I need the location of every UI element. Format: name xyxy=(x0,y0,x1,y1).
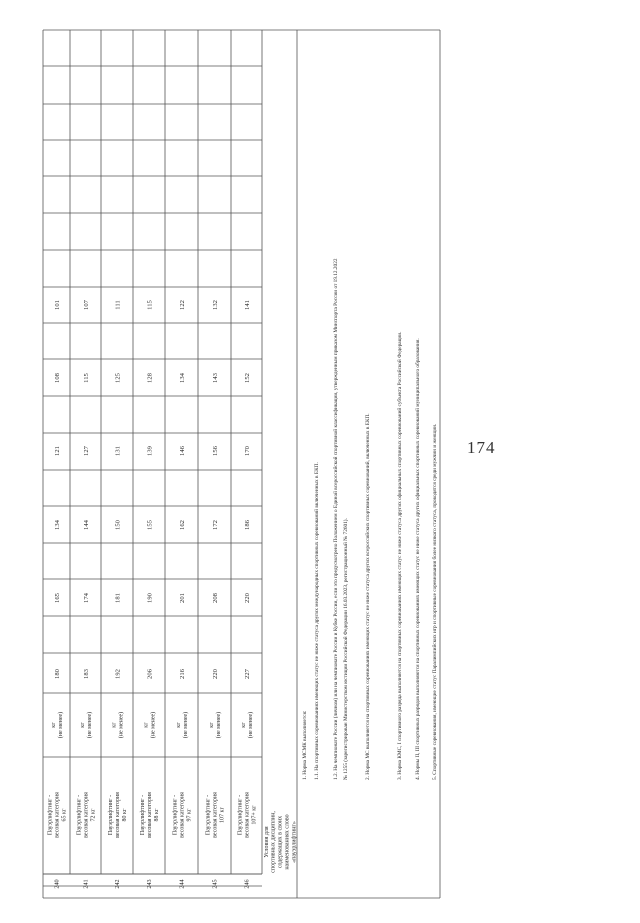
norm-value: 172 xyxy=(211,520,219,530)
norm-value: 181 xyxy=(114,593,122,603)
norm-value: 227 xyxy=(243,669,251,679)
norm-value: 144 xyxy=(82,520,90,530)
norm-value: 139 xyxy=(146,446,154,456)
norm-value: 121 xyxy=(53,446,61,456)
unit-label: кг(не менее) xyxy=(80,711,94,739)
norm-value: 134 xyxy=(53,520,61,530)
norm-value: 170 xyxy=(243,446,251,456)
norm-value: 115 xyxy=(82,373,90,383)
norm-value: 128 xyxy=(146,373,154,383)
discipline-name: Пауэрлифтинг -весовая категория97 кг xyxy=(172,792,193,838)
note-line: 1.2. На чемпионате России (личном) или на чемпионате России и Кубке России, если это предусмотрено Положением о Единой всероссийской спортивной классификации, утвержденным приказом Минспорта России от 19.12.2022 xyxy=(332,258,339,780)
norm-value: 186 xyxy=(243,520,251,530)
norm-value: 156 xyxy=(211,446,219,456)
row-number: 240 xyxy=(53,879,61,889)
norm-value: 206 xyxy=(146,669,154,679)
norm-value: 152 xyxy=(243,373,251,383)
discipline-name: Пауэрлифтинг -весовая категория107 кг xyxy=(205,792,226,838)
row-number: 244 xyxy=(178,879,186,889)
norm-value: 150 xyxy=(114,520,122,530)
discipline-name: Пауэрлифтинг -весовая категория88 кг xyxy=(140,792,160,838)
norm-value: 132 xyxy=(211,300,219,310)
unit-label: кг(не менее) xyxy=(111,711,125,739)
row-number: 245 xyxy=(211,879,219,889)
row-number: 246 xyxy=(243,879,251,889)
unit-label: кг(не менее) xyxy=(241,711,255,739)
norm-value: 146 xyxy=(178,446,186,456)
norm-value: 131 xyxy=(114,446,122,456)
norm-value: 115 xyxy=(146,300,154,310)
unit-label: кг(не менее) xyxy=(51,711,65,739)
unit-label: кг(не менее) xyxy=(143,711,157,739)
discipline-name: Пауэрлифтинг -весовая категория65 кг xyxy=(47,792,68,838)
norm-value: 220 xyxy=(211,669,219,679)
norm-value: 201 xyxy=(178,593,186,603)
norm-value: 190 xyxy=(146,593,154,603)
discipline-name: Пауэрлифтинг -весовая категория72 кг xyxy=(76,792,97,838)
note-line: 3. Норма КМС, I спортивного разряда выполняется на спортивных соревнованиях имеющих статус не ниже статуса других официальных спортивных соревнований субъекта Российской Федерации. xyxy=(396,331,403,780)
norm-value: 122 xyxy=(178,300,186,310)
conditions-label: Условия дляспортивных дисциплин,содержащих в своихнаименованиях слово«пауэрлифтинг» xyxy=(263,811,298,873)
norm-value: 216 xyxy=(178,669,186,679)
unit-label: кг(не менее) xyxy=(209,711,223,739)
norm-value: 155 xyxy=(146,520,154,530)
norm-value: 143 xyxy=(211,373,219,383)
norm-value: 134 xyxy=(178,373,186,383)
norm-value: 162 xyxy=(178,520,186,530)
norm-value: 165 xyxy=(53,593,61,603)
norm-value: 180 xyxy=(53,669,61,679)
norm-value: 220 xyxy=(243,593,251,603)
norm-value: 101 xyxy=(53,300,61,310)
note-line: 1. Норма МСМК выполняется: xyxy=(301,710,308,780)
norm-value: 141 xyxy=(243,300,251,310)
page-number: 174 xyxy=(467,438,496,457)
norm-value: 183 xyxy=(82,669,90,679)
norm-value: 192 xyxy=(114,669,122,679)
note-line: 4. Нормы II, III спортивных разрядов выполняются на спортивных соревнованиях имеющих статус не ниже статуса других официальных спортивных соревнований муниципального образования. xyxy=(414,338,421,780)
discipline-name: Пауэрлифтинг -весовая категория80 кг xyxy=(108,792,128,838)
row-number: 241 xyxy=(82,879,90,889)
discipline-name: Пауэрлифтинг -весовая категория107+ кг xyxy=(237,792,258,838)
note-line: 1.1. На спортивных соревнованиях имеющих статус не ниже статуса других международных спортивных соревнований включенных в ЕКП. xyxy=(313,462,320,780)
unit-label: кг(не менее) xyxy=(176,711,190,739)
row-number: 242 xyxy=(114,879,122,889)
note-line: 5. Спортивные соревнования, имеющие статус Паралимпийских игр и спортивные соревнования более низкого статуса, проводятся среди мужчин и женщин. xyxy=(431,423,438,780)
norm-value: 125 xyxy=(114,373,122,383)
norm-value: 208 xyxy=(211,593,219,603)
norm-value: 107 xyxy=(82,300,90,310)
note-line: № 1255 (зарегистрирован Министерством юстиции Российской Федерации 16.03.2023, регистрационный № 72601). xyxy=(342,518,349,780)
row-number: 243 xyxy=(146,879,154,889)
note-line: 2. Норма МС выполняется на спортивных соревнованиях имеющих статус не ниже статуса других всероссийских спортивных соревнований, включенных в ЕКП. xyxy=(364,413,371,780)
norm-value: 127 xyxy=(82,446,90,456)
norm-value: 108 xyxy=(53,373,61,383)
norm-value: 111 xyxy=(114,300,122,310)
norm-value: 174 xyxy=(82,593,90,603)
